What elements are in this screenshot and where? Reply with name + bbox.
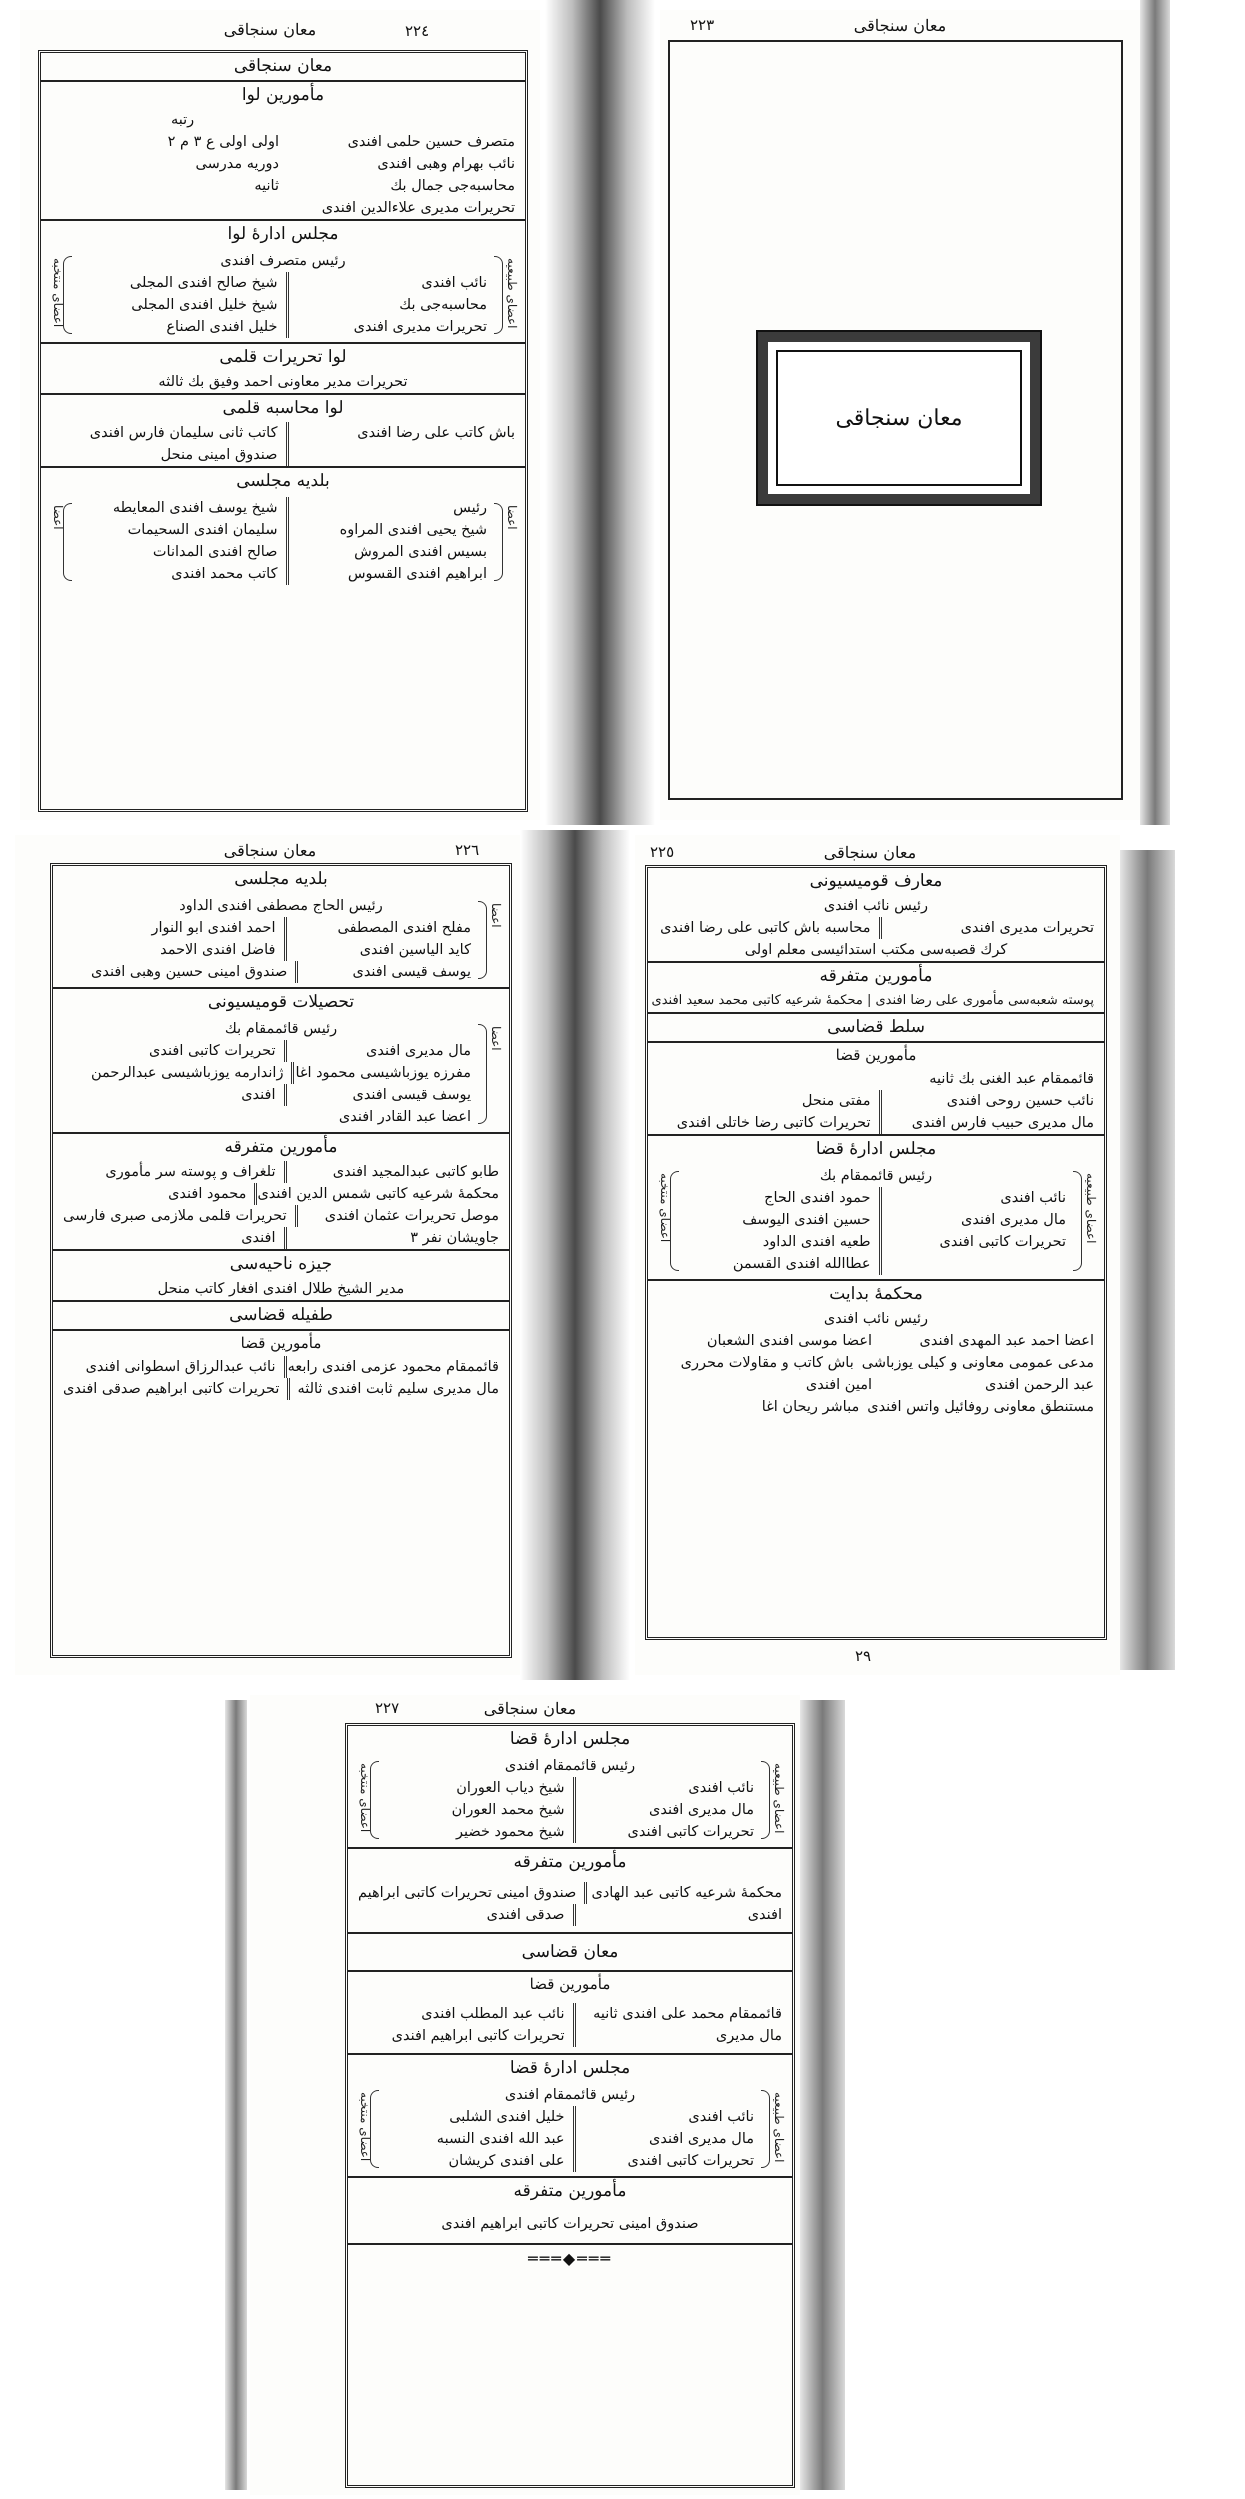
brace	[1073, 1171, 1082, 1271]
running-head: معان سنجاقی	[823, 843, 917, 862]
table-row	[69, 294, 497, 316]
brace	[494, 503, 503, 581]
member-name: بسیس افندی المروش	[354, 544, 487, 560]
official-name: محکمهٔ شرعیه کاتبی عبد الهادی	[591, 1885, 782, 1901]
side-label: اعضای منتخبه	[51, 258, 65, 328]
table-row	[348, 1904, 792, 1932]
member-group	[348, 2082, 792, 2176]
page-frame	[38, 50, 528, 812]
table-row	[348, 2025, 792, 2053]
section-heading: مأمورین لوا	[41, 80, 525, 109]
official-name: صندوق امینی تحریرات کاتبی ابراهیم	[358, 1882, 587, 1904]
section-heading: مأمورین متفرقه	[348, 1847, 792, 1876]
side-label: اعضای منتخبه	[358, 1763, 372, 1833]
member-name: نائب افندی	[688, 1780, 754, 1796]
member-name: ابراهیم افندی القسوس	[347, 566, 487, 582]
table-row	[648, 1112, 1104, 1134]
member-name: یوسف قیسی افندی	[352, 964, 471, 980]
official-name: قائممقام محمود عزمی افندی رابعه	[287, 1359, 499, 1375]
member-name: سلیمان افندی السحیمات	[79, 519, 289, 541]
list-item: کرك قصبه‌سی مکتب استدائیسی معلم اولی	[744, 942, 1008, 958]
member-name: حسین افندی الیوسف	[686, 1209, 882, 1231]
section-heading: سلط قضاسی	[648, 1012, 1104, 1041]
member-name: کاتب محمد افندی	[79, 563, 289, 585]
side-label: اعضای طبیعیه	[772, 2092, 786, 2163]
table-row	[376, 2106, 764, 2128]
table-row	[676, 1231, 1076, 1253]
table-row	[81, 939, 481, 961]
member-name: کاید الیاسین افندی	[359, 942, 471, 958]
member-name: خلیل افندی الصناع	[79, 316, 289, 338]
side-label: اعضای طبیعیه	[1084, 1173, 1098, 1244]
official-name: مال مدیری	[715, 2028, 782, 2044]
official-name: موصل تحریرات عثمان افندی	[324, 1208, 499, 1224]
section-heading: طفیله قضاسی	[53, 1300, 509, 1329]
member-group	[41, 495, 525, 589]
brace	[370, 1761, 379, 1839]
rank-value: اولی اولی ع ٣ م ٢	[167, 134, 279, 150]
list-item: تحریرات مدیری علاءالدین افندی	[321, 200, 515, 216]
member-name: شیخ محمود خضیر	[386, 1821, 576, 1843]
book-gutter	[520, 830, 630, 1680]
list-item: تحریرات مدیر معاونی احمد وفیق بك ثالثه	[158, 374, 408, 390]
table-row	[376, 1821, 764, 1843]
member-name	[882, 1253, 1067, 1275]
section-heading: مأمورین متفرقه	[53, 1132, 509, 1161]
section-heading: مأمورین قضا	[648, 1041, 1104, 1068]
table-row	[53, 1161, 509, 1183]
member-name: صالح افندی المدانات	[79, 541, 289, 563]
chair-line: رئیس قائممقام افندی	[504, 1758, 636, 1774]
page-number: ٢٢٤	[405, 22, 430, 40]
section-heading: مأمورین متفرقه	[648, 961, 1104, 990]
table-row	[376, 1799, 764, 1821]
member-group	[53, 1016, 509, 1132]
running-head: معان سنجاقی	[223, 841, 317, 860]
member-name: نائب افندی	[688, 2109, 754, 2125]
page-224	[20, 10, 540, 820]
section-heading: بلدیه مجلسی	[41, 466, 525, 495]
official-name	[289, 444, 516, 466]
official-name: مدعی عمومی معاونی و کیلی یوزباشی	[861, 1355, 1094, 1371]
table-row	[69, 316, 497, 338]
official-name: مال مدیری سلیم ثابت افندی ثالثه	[297, 1381, 499, 1397]
list-item: پوسته شعبه‌سی مأموری علی رضا افندی | محکمهٔ شرعیه کاتبی محمد سعید افندی	[651, 993, 1094, 1008]
title-cartouche	[758, 332, 1040, 504]
table-row	[648, 1396, 1104, 1418]
table-row	[41, 131, 525, 153]
table-row	[53, 1378, 509, 1400]
section-heading: تحصیلات قومیسیونی	[53, 987, 509, 1016]
page-223	[660, 10, 1140, 820]
member-name: یوسف قیسی افندی	[352, 1087, 471, 1103]
official-name: محاسبه‌جی جمال بك	[390, 178, 515, 194]
table-row	[53, 1227, 509, 1249]
member-name: عبد الله افندی النسبه	[386, 2128, 576, 2150]
section-heading: مأمورین قضا	[348, 1970, 792, 1997]
member-name: تحریرات مدیری افندی	[353, 319, 487, 335]
tailpiece-ornament: ═══◆═══	[348, 2243, 792, 2272]
official-name: باش کاتب و مقاولات محرری	[680, 1355, 854, 1371]
book-gutter	[545, 0, 655, 825]
scan-strip-3	[0, 1690, 1245, 2499]
chair-line: رئیس قائممقام بك	[224, 1021, 338, 1037]
brace	[478, 901, 487, 979]
page-edge-shadow	[1120, 850, 1175, 1670]
section-heading: معان قضاسی	[348, 1932, 792, 1970]
member-name: نائب افندی	[421, 275, 487, 291]
table-row	[81, 1062, 481, 1084]
page-edge-shadow	[1140, 0, 1170, 825]
official-name: صدقی افندی	[358, 1904, 576, 1926]
official-name: قائممقام محمد علی افندی ثانیه	[593, 2006, 782, 2022]
table-row	[41, 175, 525, 197]
section-heading: مجلس ادارهٔ لوا	[41, 219, 525, 248]
member-name: حمود افندی الحاج	[686, 1187, 882, 1209]
table-row	[648, 1068, 1104, 1090]
book-title: معان سنجاقی	[776, 350, 1022, 486]
section-heading: مجلس ادارهٔ قضا	[648, 1134, 1104, 1163]
member-group	[41, 248, 525, 342]
table-row	[69, 541, 497, 563]
official-name: تحریرات قلمی ملازمی صبری فارسی	[63, 1205, 298, 1227]
official-name: اعضا احمد عبد المهدی افندی	[919, 1333, 1094, 1349]
page-number: ٢٢٧	[375, 1699, 400, 1717]
official-name: امین افندی	[805, 1377, 872, 1393]
chair-line: رئیس نائب افندی	[823, 1311, 929, 1327]
section-heading: بلدیه مجلسی	[234, 869, 328, 889]
official-name: محاسبه باش کاتبی علی رضا افندی	[658, 917, 882, 939]
official-name: افندی	[63, 1227, 287, 1249]
official-name: تحریرات کاتبی رضا خاتلی افندی	[658, 1112, 882, 1134]
official-name: طابو کاتبی عبدالمجید افندی	[332, 1164, 499, 1180]
table-row	[41, 422, 525, 444]
table-row	[53, 1205, 509, 1227]
official-name: صندوق امینی منحل	[51, 444, 289, 466]
page-title: معان سنجاقی	[233, 56, 333, 76]
table-row	[676, 1209, 1076, 1231]
rank-value: دوریه مدرسی	[195, 156, 279, 172]
member-name: شیخ دیاب العوران	[386, 1777, 576, 1799]
member-name: محاسبه‌جی بك	[399, 297, 487, 313]
table-row	[376, 2150, 764, 2172]
member-name: تحریرات کاتبی افندی	[91, 1040, 287, 1062]
official-name: قائممقام عبد الغنی بك ثانیه	[929, 1071, 1094, 1087]
list-item: مدیر الشیخ طلال افندی افغار کاتب منحل	[157, 1281, 405, 1297]
page-226	[15, 835, 520, 1675]
official-name: تحریرات کاتبی ابراهیم افندی	[358, 2025, 576, 2047]
page-frame	[345, 1723, 795, 2488]
scan-strip-2	[0, 830, 1245, 1680]
chair-line: رئیس الحاج مصطفی افندی الداود	[179, 898, 383, 914]
member-name: افندی	[91, 1084, 287, 1106]
page-edge-shadow	[800, 1700, 845, 2490]
official-name: مباشر ریحان اغا	[761, 1399, 860, 1415]
table-row	[81, 961, 481, 983]
member-name: مال مدیری افندی	[649, 2131, 754, 2147]
side-label: اعضای منتخبه	[358, 2092, 372, 2162]
section-heading: لوا محاسبه قلمی	[41, 393, 525, 422]
member-name: عطاالله افندی القسمن	[686, 1253, 882, 1275]
side-label: اعضای منتخبه	[658, 1173, 672, 1243]
official-name: نائب عبدالرزاق اسطوانی افندی	[63, 1356, 287, 1378]
table-row	[648, 1090, 1104, 1112]
official-name: محمود افندی	[63, 1183, 257, 1205]
official-name: محکمهٔ شرعیه کاتبی شمس الدین افندی	[257, 1186, 499, 1202]
brace	[478, 1024, 487, 1124]
chair-line: رئیس قائممقام افندی	[504, 2087, 636, 2103]
running-head: معان سنجاقی	[223, 20, 317, 39]
brace	[63, 503, 72, 581]
official-name: عبد الرحمن افندی	[985, 1377, 1094, 1393]
table-row	[676, 1253, 1076, 1275]
page-227	[250, 1695, 800, 2495]
brace	[63, 256, 72, 334]
official-name: جاویشان نفر ٣	[410, 1230, 499, 1246]
running-head: معان سنجاقی	[483, 1699, 577, 1718]
chair-line: رئیس قائممقام بك	[819, 1168, 933, 1184]
member-name: مال مدیری افندی	[961, 1212, 1066, 1228]
brace	[761, 2090, 770, 2168]
list-item: اعضا عبد القادر افندی	[338, 1109, 471, 1125]
section-heading: لوا تحریرات قلمی	[41, 342, 525, 371]
brace	[370, 2090, 379, 2168]
member-name: مفلح افندی المصطفی	[337, 920, 471, 936]
section-heading: مأمورین متفرقه	[348, 2176, 792, 2205]
member-name: مال مدیری افندی	[649, 1802, 754, 1818]
table-row	[81, 1040, 481, 1062]
page-number: ٢٢٦	[455, 841, 480, 859]
member-name: شیخ صالح افندی المجلی	[79, 272, 289, 294]
table-row	[81, 917, 481, 939]
page-225	[635, 835, 1120, 1675]
official-name: متصرف حسین حلمی افندی	[347, 134, 515, 150]
section-heading: مجلس ادارهٔ قضا	[348, 2053, 792, 2082]
official-name: مفتی منحل	[658, 1090, 882, 1112]
side-label: اعضای طبیعیه	[505, 258, 519, 329]
scan-strip-1	[0, 0, 1245, 825]
brace	[494, 256, 503, 334]
member-name: فاضل افندی الاحمد	[91, 939, 287, 961]
table-row	[648, 1330, 1104, 1352]
member-name: شیخ یحیی افندی المراوه	[339, 522, 487, 538]
side-label: اعضا	[505, 505, 519, 530]
section-heading: محکمهٔ بدایت	[648, 1279, 1104, 1308]
side-label: اعضای طبیعیه	[772, 1763, 786, 1834]
page-frame	[668, 40, 1123, 800]
official-name: مستنطق معاونی روفائیل واتس افندی	[867, 1399, 1094, 1415]
member-name: صندوق امینی حسین وهبی افندی	[91, 961, 298, 983]
table-row	[648, 1374, 1104, 1396]
table-row	[676, 1187, 1076, 1209]
table-row	[348, 1997, 792, 2025]
member-name: تحریرات کاتبی افندی	[627, 1824, 754, 1840]
chair-line: رئیس متصرف افندی	[220, 253, 346, 269]
table-row	[69, 272, 497, 294]
brace	[670, 1171, 679, 1271]
official-name: نائب حسین روحی افندی	[946, 1093, 1094, 1109]
rank-heading: رتبه	[171, 112, 195, 128]
table-row	[376, 1777, 764, 1799]
official-name: مال مدیری حبیب فارس افندی	[911, 1115, 1094, 1131]
section-heading: جیزه ناحیه‌سی	[53, 1249, 509, 1278]
official-name: اعضا موسی افندی الشعبان	[706, 1333, 872, 1349]
rank-value: ثانیه	[254, 178, 279, 194]
signature-number: ٢٩	[855, 1647, 872, 1665]
official-name: تحریرات مدیری افندی	[960, 920, 1094, 936]
member-name: شیخ محمد العوران	[386, 1799, 576, 1821]
table-row	[69, 519, 497, 541]
official-name	[658, 1068, 880, 1090]
member-name: رئیس	[453, 500, 487, 516]
member-name: شیخ خلیل افندی المجلی	[79, 294, 289, 316]
official-name: افندی	[747, 1907, 782, 1923]
official-name: باش کاتب علی رضا افندی	[357, 425, 515, 441]
member-name: مفرزه یوزباشیسی محمود اغا	[295, 1065, 471, 1081]
table-row	[41, 444, 525, 466]
table-row	[69, 497, 497, 519]
table-row	[648, 1352, 1104, 1374]
member-group	[348, 1753, 792, 1847]
side-label: اعضا	[489, 903, 503, 928]
member-name: نائب افندی	[1000, 1190, 1066, 1206]
page-number: ٢٢٣	[690, 16, 715, 34]
member-name: طعیه افندی الداود	[686, 1231, 882, 1253]
table-row	[81, 1084, 481, 1106]
table-row	[648, 917, 1104, 939]
side-label: اعضا	[51, 505, 65, 530]
page-edge-shadow	[225, 1700, 247, 2490]
official-name: نائب بهرام وهبی افندی	[377, 156, 515, 172]
table-row	[53, 1356, 509, 1378]
section-heading: معارف قومیسیونی	[809, 871, 943, 891]
official-name: نائب عبد المطلب افندی	[358, 2003, 576, 2025]
running-head: معان سنجاقی	[853, 16, 947, 35]
page-frame	[645, 865, 1107, 1640]
chair-line: رئیس نائب افندی	[823, 898, 929, 914]
official-name: تحریرات کاتبی ابراهیم صدقی افندی	[63, 1378, 290, 1400]
member-group	[53, 893, 509, 987]
member-name: تحریرات کاتبی افندی	[627, 2153, 754, 2169]
official-name: کاتب ثانی سلیمان فارس افندی	[51, 422, 289, 444]
table-row	[376, 2128, 764, 2150]
member-name: احمد افندی ابو النوار	[91, 917, 287, 939]
side-label: اعضا	[489, 1026, 503, 1051]
section-heading: مأمورین قضا	[53, 1329, 509, 1356]
section-heading: مجلس ادارهٔ قضا	[509, 1729, 631, 1749]
table-row	[69, 563, 497, 585]
member-name: ژاندارمه یوزباشیسی عبدالرحمن	[91, 1062, 294, 1084]
member-name: شیخ یوسف افندی المعایطه	[79, 497, 289, 519]
member-group	[648, 1163, 1104, 1279]
member-name: علی افندی کریشان	[386, 2150, 576, 2172]
member-name: مال مدیری افندی	[366, 1043, 471, 1059]
page-number: ٢٢٥	[650, 843, 675, 861]
member-name: خلیل افندی الشلبی	[386, 2106, 576, 2128]
page-frame	[50, 863, 512, 1658]
member-name: تحریرات کاتبی افندی	[939, 1234, 1066, 1250]
table-row	[348, 1876, 792, 1904]
list-item: صندوق امینی تحریرات کاتبی ابراهیم افندی	[441, 2216, 699, 2232]
table-row	[41, 153, 525, 175]
table-row	[53, 1183, 509, 1205]
brace	[761, 1761, 770, 1839]
official-name: تلغراف و پوسته سر مأموری	[63, 1161, 287, 1183]
